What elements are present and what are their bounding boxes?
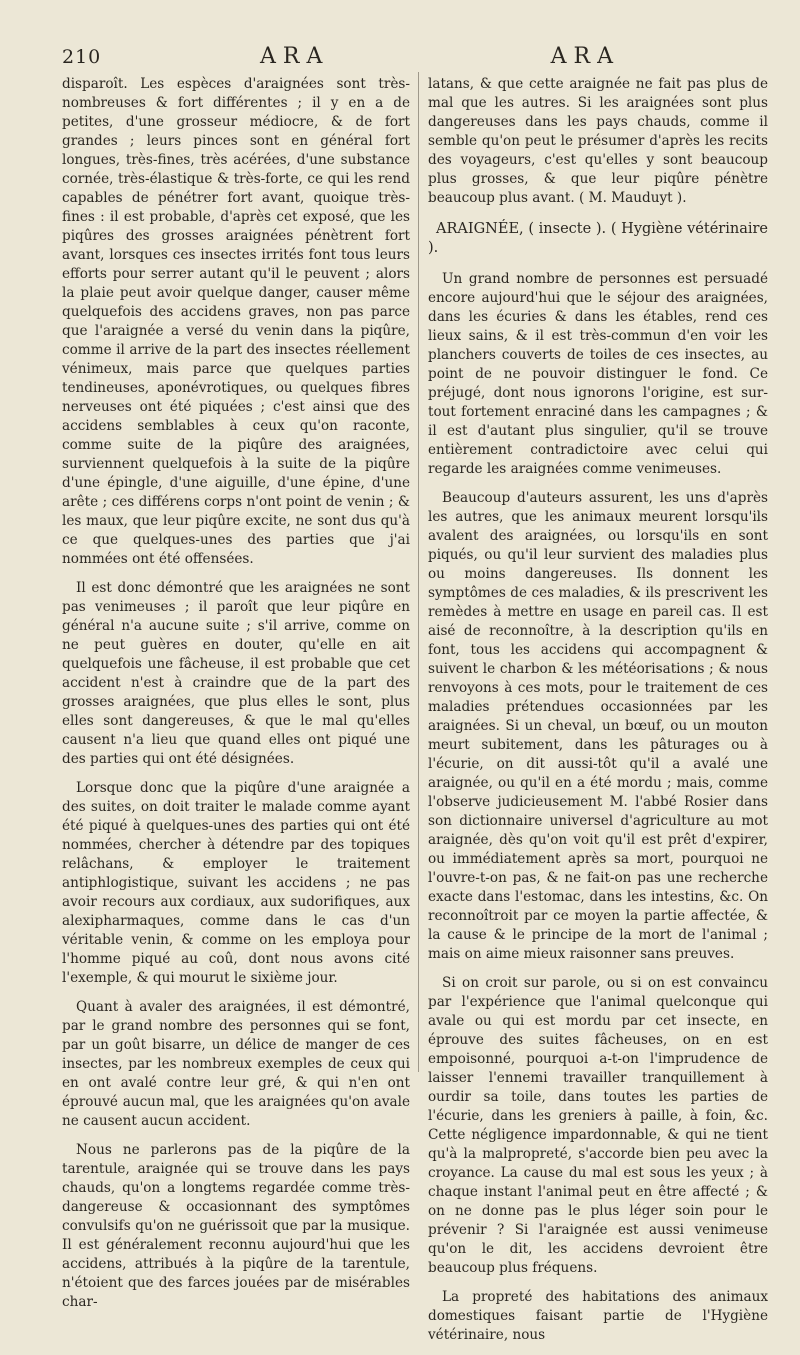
header-left-title: ARA [260, 44, 330, 69]
paragraph: latans, & que cette araignée ne fait pas plus de mal que les autres. Si les araignées sont plus dangereuses dans les pays chauds, comme il semble qu'on peut le présumer d'après les recits des voyageurs, c'est qu'elles y sont beaucoup plus grosses, & que leur piqûre pénètre beaucoup plus avant. ( M. Mauduyt ). [428, 76, 768, 206]
left-column [62, 75, 410, 1322]
header-right-title: ARA [550, 44, 620, 69]
paragraph: Quant à avaler des araignées, il est démontré, par le grand nombre des personnes qui se font, par un goût bisarre, un délice de manger de ces insectes, par les nombreux exemples de ceux qui en ont avalé contre leur gré, & qui n'en ont éprouvé aucun mal, que les araignées qu'on avale ne causent aucun accident. [62, 999, 410, 1129]
right-column [428, 75, 768, 1355]
paragraph: disparoît. Les espèces d'araignées sont très-nombreuses & fort différentes ; il y en a de petites, d'une grosseur médiocre, & de fort grandes ; leurs pinces sont en général fort longues, très-fines, très acérées, d'une substance cornée, très-élastique & très-forte, ce qui les rend capables de pénétrer fort avant, quoique très-fines : il est probable, d'après cet exposé, que les piqûres des grosses araignées pénètrent fort avant, lorsques ces insectes irrités font tous leurs efforts pour serrer autant qu'il le peuvent ; alors la plaie peut avoir quelque danger, causer même quelquefois des accidens graves, non pas parce que l'araignée a versé du venin dans la piqûre, comme il arrive de la part des insectes réellement vénimeux, mais parce que quelques parties tendineuses, aponévrotiques, ou quelques fibres nerveuses ont été piquées ; c'est ainsi que des accidens semblables à ceux qu'on raconte, comme suite de la piqûre des araignées, surviennent quelquefois à la suite de la piqûre d'une épingle, d'une aiguille, d'une épine, d'une arête ; ces différens corps n'ont point de venin ; & les maux, que leur piqûre excite, ne sont dus qu'à ce que quelques-unes des parties que j'ai nommées ont été offensées. [62, 76, 410, 567]
paragraph: Un grand nombre de personnes est persuadé encore aujourd'hui que le séjour des araignées, dans les écuries & dans les étables, rend ces lieux sains, & il est très-commun d'en voir les planchers couverts de toiles de ces insectes, au point de ne pouvoir distinguer le fond. Ce préjugé, dont nous ignorons l'origine, est sur-tout fortement enraciné dans les campagnes ; & il est d'autant plus singulier, qu'il se trouve entièrement contradictoire avec celui qui regarde les araignées comme venimeuses. [428, 271, 768, 477]
paragraph: Lorsque donc que la piqûre d'une araignée a des suites, on doit traiter le malade comme ayant été piqué à quelques-unes des parties qui ont été nommées, chercher à détendre par des topiques relâchans, & employer le traitement antiphlogistique, suivant les accidens ; ne pas avoir recours aux cordiaux, aux sudorifiques, aux alexipharmaques, comme dans le cas d'un véritable venin, & comme on les employa pour l'homme piqué au coû, dont nous avons cité l'exemple, & qui mourut le sixième jour. [62, 780, 410, 986]
paragraph: Beaucoup d'auteurs assurent, les uns d'après les autres, que les animaux meurent lorsqu'ils avalent des araignées, ou lorsqu'ils en sont piqués, ou qu'il leur survient des maladies plus ou moins dangereuses. Ils donnent les symptômes de ces maladies, & ils prescrivent les remèdes à mettre en usage en pareil cas. Il est aisé de reconnoître, à la description qu'ils en font, tous les accidens qui accompagnent & suivent le charbon & les météorisations ; & nous renvoyons à ces mots, pour le traitement de ces maladies prétendues occasionnées par les araignées. Si un cheval, un bœuf, ou un mouton meurt subitement, dans les pâturages ou à l'écurie, on dit aussi-tôt qu'il a avalé une araignée, ou qu'il en a été mordu ; mais, comme l'observe judicieusement M. l'abbé Rosier dans son dictionnaire universel d'agriculture au mot araignée, dès qu'on voit qu'il est prêt d'expirer, ou immédiatement après sa mort, pourquoi ne l'ouvre-t-on pas, & ne fait-on pas une recherche exacte dans l'estomac, dans les intestins, &c. On reconnoîtroit par ce moyen la partie affectée, & la cause & le principe de la mort de l'animal ; mais on aime mieux raisonner sans preuves. [428, 490, 768, 962]
paragraph: La propreté des habitations des animaux domestiques faisant partie de l'Hygiène vétérinaire, nous [428, 1289, 768, 1343]
running-header [60, 42, 770, 72]
paragraph: Si on croit sur parole, ou si on est convaincu par l'expérience que l'animal quelconque qui avale ou qui est mordu par cet insecte, en éprouve des suites fâcheuses, on en est empoisonné, pourquoi a-t-on l'imprudence de laisser l'ennemi travailler tranquillement à ourdir sa toile, dans toutes les parties de l'écurie, dans les greniers à paille, à foin, &c. Cette négligence impardonnable, & qui ne tient qu'à la malpropreté, s'accorde bien peu avec la croyance. La cause du mal est sous les yeux ; à chaque instant l'animal peut en être affecté ; & on ne donne pas le plus léger soin pour le prévenir ? Si l'araignée est aussi venimeuse qu'on le dit, les accidens devroient être beaucoup plus fréquens. [428, 975, 768, 1276]
column-divider [418, 72, 419, 1072]
article-title: ARAIGNÉE, ( insecte ). ( Hygiène vétérinaire ). [428, 221, 768, 256]
paragraph: Il est donc démontré que les araignées ne sont pas venimeuses ; il paroît que leur piqûre en général n'a aucune suite ; s'il arrive, comme on ne peut guères en douter, qu'elle en ait quelquefois une fâcheuse, il est probable que cet accident n'est à craindre que de la part des grosses araignées, que plus elles le sont, plus elles sont dangereuses, & que le mal qu'elles causent n'a lieu que quand elles ont piqué une des parties qui ont été désignées. [62, 580, 410, 767]
paragraph: Nous ne parlerons pas de la piqûre de la tarentule, araignée qui se trouve dans les pays chauds, qu'on a longtems regardée comme très-dangereuse & occasionnant des symptômes convulsifs qu'on ne guérissoit que par la musique. Il est généralement reconnu aujourd'hui que les accidens, attribués à la piqûre de la tarentule, n'étoient que des farces jouées par de misérables char- [62, 1142, 410, 1310]
page-number: 210 [62, 46, 102, 68]
